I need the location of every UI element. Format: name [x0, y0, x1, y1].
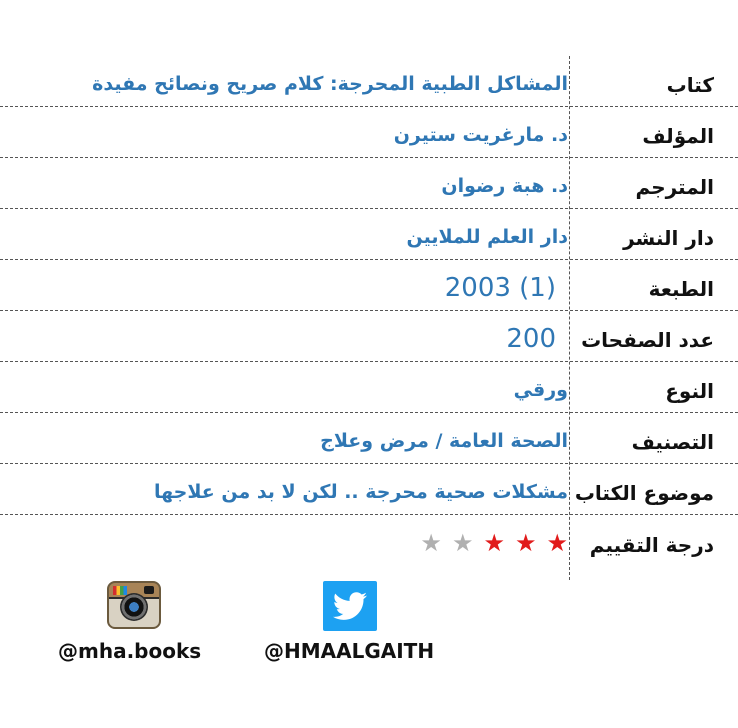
instagram-icon[interactable]	[107, 581, 161, 629]
instagram-stripes	[113, 586, 127, 595]
star-empty-icon: ★	[420, 528, 442, 557]
value-publisher: دار العلم للملايين	[406, 226, 568, 248]
star-filled-icon: ★	[546, 528, 568, 557]
row-book-title	[0, 56, 738, 107]
value-type: ورقي	[513, 379, 568, 401]
twitter-handle[interactable]: @HMAALGAITH	[264, 639, 435, 663]
value-translator: د. هبة رضوان	[441, 175, 568, 197]
value-category: الصحة العامة / مرض وعلاج	[320, 430, 568, 452]
instagram-handle[interactable]: @mha.books	[58, 639, 202, 663]
row-publisher	[0, 209, 738, 260]
row-translator	[0, 158, 738, 209]
label-edition: الطبعة	[648, 277, 714, 301]
value-book-title: المشاكل الطبية المحرجة: كلام صريح ونصائح مفيدة	[92, 73, 568, 95]
label-category: التصنيف	[631, 430, 714, 454]
row-edition	[0, 260, 738, 311]
label-type: النوع	[665, 379, 714, 403]
value-subject: مشكلات صحية محرجة .. لكن لا بد من علاجها	[153, 481, 568, 503]
row-rating	[0, 515, 738, 566]
label-rating: درجة التقييم	[589, 532, 714, 557]
label-subject: موضوع الكتاب	[574, 481, 714, 505]
label-publisher: دار النشر	[623, 226, 714, 250]
twitter-icon[interactable]	[323, 581, 377, 631]
label-translator: المترجم	[635, 175, 714, 199]
label-author: المؤلف	[642, 124, 714, 148]
instagram-lens	[120, 593, 148, 621]
row-category	[0, 413, 738, 464]
row-author	[0, 107, 738, 158]
book-info-table	[0, 56, 738, 566]
instagram-flash	[144, 586, 154, 594]
value-author: د. مارغريت ستيرن	[393, 124, 568, 146]
row-type	[0, 362, 738, 413]
twitter-bird-icon	[323, 581, 377, 631]
row-subject	[0, 464, 738, 515]
rating-stars	[420, 515, 568, 566]
star-filled-icon: ★	[514, 528, 537, 557]
social-links	[0, 581, 738, 681]
label-book: كتاب	[666, 73, 714, 97]
value-pages: 200	[506, 324, 556, 354]
star-filled-icon: ★	[483, 528, 505, 557]
row-pages	[0, 311, 738, 362]
star-empty-icon: ★	[451, 528, 474, 557]
label-pages: عدد الصفحات	[581, 328, 714, 352]
value-edition: 2003 (1)	[444, 273, 556, 303]
